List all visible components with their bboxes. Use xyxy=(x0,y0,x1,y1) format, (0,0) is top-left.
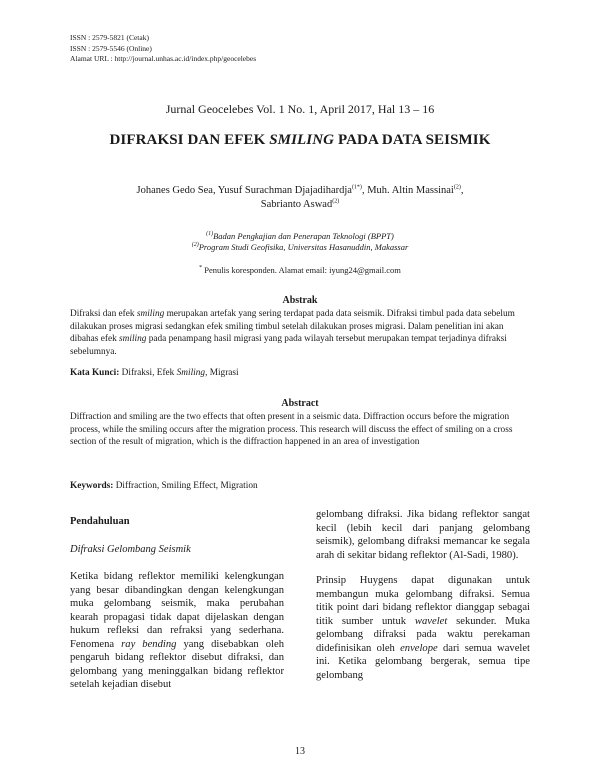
author-2-end: , xyxy=(460,185,464,196)
abstract-id-em2: smiling xyxy=(119,334,147,345)
author-2-sup: (2) xyxy=(453,184,461,191)
abstract-id-text xyxy=(70,308,532,358)
affiliations xyxy=(60,231,540,253)
right-p2-em1: wavelet xyxy=(414,615,448,627)
affiliation-2 xyxy=(60,242,540,253)
paper-title xyxy=(0,132,600,149)
author-1-sup: (1*) xyxy=(351,184,362,191)
subsection-heading: Difraksi Gelombang Seismik xyxy=(70,543,191,555)
left-p1b: yang disebabkan oleh pengaruh bidang reflektor disebut difraksi, dan gelombang yang meninggalkan bidang reflektor setelah kejadian disebut xyxy=(70,638,284,690)
left-paragraph-1 xyxy=(70,570,284,692)
affiliation-2-sup: (2) xyxy=(191,242,199,249)
journal-url: Alamat URL : http://journal.unhas.ac.id/index.php/geocelebes xyxy=(70,54,257,63)
abstract-id-t2: merupakan artefak yang sering terdapat pada data seismik. Difraksi timbul pada data sebelum dilakukan proses migrasi sedangkan efek smiling timbul setelah dilakukan proses migrasi. Dalam penelitian ini akan dibahas efek xyxy=(70,309,515,345)
keywords-en xyxy=(70,481,258,491)
author-3-sup: (2) xyxy=(332,198,340,205)
right-p2a: Prinsip Huygens dapat digunakan untuk membangun muka gelombang difraksi. Semua titik point dari bidang reflektor dianggap sebagai titik sumber untuk xyxy=(316,575,530,627)
keywords-id-em: Smiling xyxy=(176,368,206,378)
author-1: Johanes Gedo Sea, Yusuf Surachman Djajadihardja xyxy=(136,185,352,196)
issn-print: ISSN : 2579-5821 (Cetak) xyxy=(70,33,149,42)
keywords-id xyxy=(70,368,239,378)
author-2: , Muh. Altin Massinai xyxy=(361,185,454,196)
correspondence-text: Penulis koresponden. Alamat email: iyung24@gmail.com xyxy=(202,265,401,275)
issn-online: ISSN : 2579-5546 (Online) xyxy=(70,43,152,53)
right-p2b: sekunder. Muka gelombang difraksi pada waktu perekaman didefinisikan oleh xyxy=(316,615,530,654)
affiliation-1 xyxy=(60,231,540,242)
title-part1: DIFRAKSI DAN EFEK xyxy=(109,132,270,148)
left-column xyxy=(70,515,284,704)
keywords-en-label: Keywords: xyxy=(70,481,114,491)
right-column xyxy=(316,508,530,694)
journal-citation: Jurnal Geocelebes Vol. 1 No. 1, April 2017, Hal 13 – 16 xyxy=(165,102,435,116)
correspondence xyxy=(60,265,540,275)
abstract-id-em1: smiling xyxy=(136,309,165,319)
keywords-en-text: Diffraction, Smiling Effect, Migration xyxy=(113,481,258,491)
right-paragraph-2 xyxy=(316,574,530,682)
issn-block xyxy=(70,33,256,65)
right-p2c: dari semua wavelet ini. Ketika gelombang bergerak, semua tipe gelombang xyxy=(316,642,530,681)
abstract-id-heading: Abstrak xyxy=(282,295,318,306)
left-p1-em: ray bending xyxy=(121,638,177,650)
keywords-id-k1: Difraksi, Efek xyxy=(119,368,177,378)
authors-line1 xyxy=(60,184,540,198)
page-number: 13 xyxy=(295,746,305,757)
abstract-id-t1: Difraksi dan efek xyxy=(70,309,137,319)
right-paragraph-1: gelombang difraksi. Jika bidang reflektor sangat kecil (lebih kecil dari panjang gelombang seismik), gelombang difraksi memancar ke segala arah di sekitar bidang reflektor (Al-Sadi, 1980). xyxy=(316,509,530,561)
abstract-en-text: Diffraction and smiling are the two effects that often present in a seismic data. Diffraction occurs before the migration process, while the smiling occurs after the migration process. This research will discuss the effect of smiling on a cross section of the result of migration, which is the diffraction happened in an area of investigation xyxy=(70,412,513,448)
section-heading: Pendahuluan xyxy=(70,516,130,527)
affiliation-1-sup: (1) xyxy=(206,231,214,238)
abstract-id-t3: pada penampang hasil migrasi yang pada wilayah tersebut merupakan tempat terjadinya difraksi sebelumnya. xyxy=(70,334,507,357)
author-3: Sabrianto Aswad xyxy=(260,199,333,210)
affiliation-2-text: Program Studi Geofisika, Universitas Hasanuddin, Makassar xyxy=(198,242,409,252)
right-p2-em2: envelope xyxy=(400,642,438,654)
abstract-en-heading: Abstract xyxy=(281,398,319,409)
authors-line2 xyxy=(60,198,540,212)
correspondence-sup: * xyxy=(199,265,203,272)
title-part2: SMILING xyxy=(269,132,335,148)
keywords-id-k2: , Migrasi xyxy=(205,368,239,378)
keywords-id-label: Kata Kunci: xyxy=(70,368,120,378)
affiliation-1-text: Badan Pengkajian dan Penerapan Teknologi (BPPT) xyxy=(213,231,394,241)
authors xyxy=(60,184,540,212)
title-part3: PADA DATA SEISMIK xyxy=(334,132,491,148)
left-p1a: Ketika bidang reflektor memiliki kelengkungan yang besar dibandingkan dengan kelengkungan muka gelombang seismik, maka perubahan kearah propagasi tidak dapat dijelaskan dengan hukum refleksi dan refraksi yang sederhana. Fenomena xyxy=(70,571,284,650)
